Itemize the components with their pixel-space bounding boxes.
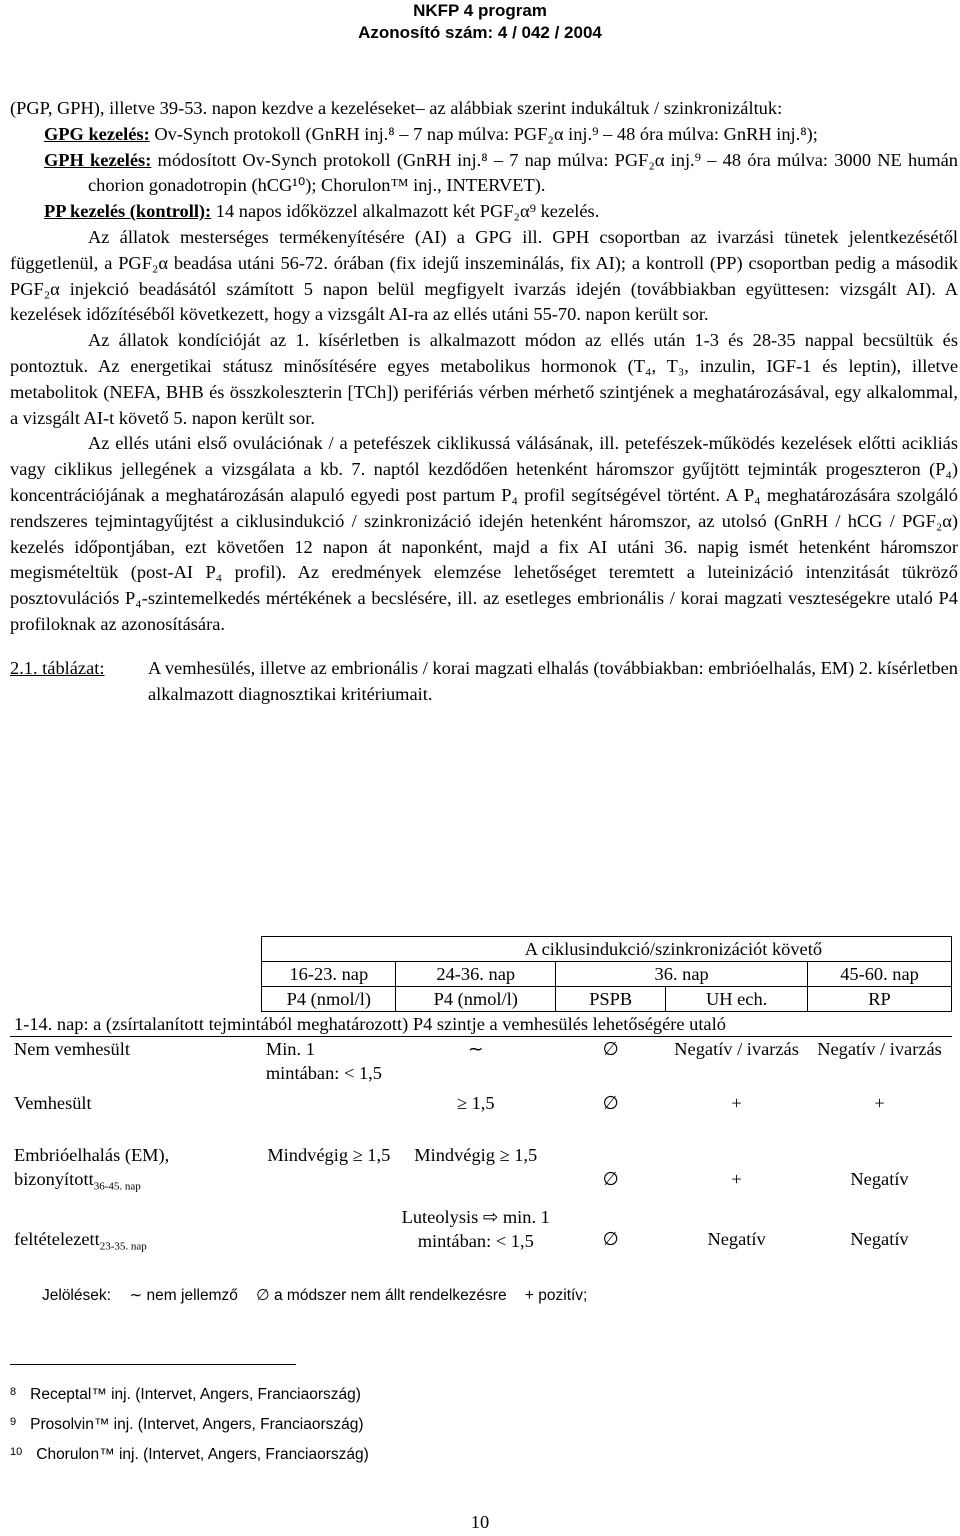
cell-pspb: ∅ (602, 1229, 619, 1249)
gph-label: GPH kezelés: (44, 149, 152, 170)
table-row (10, 1085, 952, 1143)
day-range-3: 36. nap (556, 962, 808, 987)
footnote-text: Receptal™ inj. (Intervet, Angers, Franciaország) (30, 1386, 361, 1403)
page-number: 10 (470, 1512, 490, 1532)
method-p4-b: P4 (nmol/l) (396, 987, 556, 1012)
footnote-number: 8 (10, 1386, 17, 1398)
cell-pspb: ∅ (602, 1169, 619, 1189)
cell-p4a: Min. 1 mintában: < 1,5 (265, 1039, 382, 1083)
paragraph-ovulation: Az ellés utáni első ovulációnak / a petefészek ciklikussá válásának, ill. petefészek-működés kezelések előtti acikliás vagy ciklikus jellegének a vizsgálata a kb. 7. naptól kezdődően hetenként háromszor gyűjtött tejminták progeszteron (P₄) koncentrációjának a meghatározásán alapuló egyedi post partum P₄ profil segítségével történt. A P₄ meghatározására szolgáló rendszeres tejmintagyűjtést a ciklusindukció / szinkronizáció idején hetenként háromszor, az utolsó (GnRH / hCG / PGF₂α) kezelés időpontjában, ezt követően 12 napon át naponként, majd a fix AI utáni 36. napig ismét hetenként háromszor megismételtük (post-AI P₄ profil). Az eredmények elemzése lehetőséget teremtett a luteinizáció intenzitását tükröző posztovulációs P₄-szintemelkedés mértékének a becslésére, ill. az esetleges embrionális / korai magzati veszteségekre utaló P4 profiloknak az azonosítására. (10, 433, 958, 634)
gpg-text: Ov-Synch protokoll (GnRH inj.⁸ – 7 nap múlva: PGF₂α inj.⁹ – 48 óra múlva: GnRH inj.⁸); (149, 123, 818, 144)
table-legend (42, 1286, 601, 1305)
legend-item: + pozitív; (524, 1287, 588, 1304)
method-pspb: PSPB (556, 987, 666, 1012)
row-label-em-proven (10, 1143, 262, 1205)
footnote-number: 10 (10, 1446, 23, 1458)
diagnostic-criteria-table (10, 936, 952, 1269)
footnote (10, 1446, 369, 1464)
cell-pspb: ∅ (602, 1093, 619, 1113)
group-header: A ciklusindukció/szinkronizációt követő (396, 937, 952, 962)
cell-p4b: ∼ (468, 1039, 484, 1059)
footnote (10, 1386, 361, 1404)
main-text (10, 96, 958, 707)
cell-uh: Negatív / ivarzás (674, 1039, 799, 1059)
row-label-nonpregnant: Nem vemhesült (14, 1039, 130, 1059)
gph-item (10, 148, 958, 200)
cell-uh: Negatív (707, 1229, 766, 1249)
legend-item: ∅ a módszer nem állt rendelkezésre (256, 1287, 507, 1304)
pp-text: 14 napos időközzel alkalmazott két PGF₂α⁹ kezelés. (211, 201, 600, 222)
legend-item: ∼ nem jellemző (129, 1287, 238, 1304)
table-caption-label: 2.1. táblázat: (10, 657, 105, 678)
cell-pspb: ∅ (602, 1039, 619, 1059)
footnote (10, 1416, 364, 1434)
intro-paragraph: (PGP, GPH), illetve 39-53. napon kezdve a kezeléseket– az alábbiak szerint indukáltuk / szinkronizáltuk: (10, 98, 783, 118)
table-caption (10, 656, 958, 708)
gpg-item (10, 122, 958, 148)
method-uh: UH ech. (666, 987, 808, 1012)
table-row (10, 1037, 952, 1086)
cell-rp: + (874, 1093, 885, 1113)
day-range-4: 45-60. nap (808, 962, 952, 987)
id-number: Azonosító szám: 4 / 042 / 2004 (358, 23, 602, 42)
table-row (10, 1143, 952, 1205)
footnote-text: Chorulon™ inj. (Intervet, Angers, Franciaország) (36, 1446, 369, 1463)
em-suspected-label: feltételezett (14, 1229, 100, 1249)
page-header (0, 0, 960, 44)
footnote-divider (10, 1364, 296, 1365)
cell-p4b: ≥ 1,5 (456, 1093, 495, 1113)
cell-rp: Negatív (850, 1229, 909, 1249)
em-proven-sub: 36-45. nap (93, 1180, 141, 1193)
row-label-em-suspected (10, 1205, 262, 1269)
pp-item (10, 199, 958, 225)
table-row (10, 1205, 952, 1269)
footnote-number: 9 (10, 1416, 17, 1428)
method-p4-a: P4 (nmol/l) (262, 987, 396, 1012)
day-range-2: 24-36. nap (396, 962, 556, 987)
paragraph-ai: Az állatok mesterséges termékenyítésére (AI) a GPG ill. GPH csoportban az ivarzási tünetek jelentkezésétől függetlenül, a PGF₂α beadása utáni 56-72. órában (fix idejű inszeminálás, fix AI); a kontroll (PP) csoportban pedig a második PGF₂α injekció beadásától számított 5 napon belül megfigyelt ivarzás idején (továbbiakban együttesen: vizsgált AI). A kezelések időzítéséből következett, hogy a vizsgált AI-ra az ellés utáni 55-70. napon került sor. (10, 226, 958, 325)
cell-uh: + (731, 1169, 742, 1189)
em-proven-label: Embrióelhalás (EM), bizonyított (14, 1145, 170, 1189)
cell-uh: + (731, 1093, 742, 1113)
pp-label: PP kezelés (kontroll): (44, 201, 212, 222)
em-suspected-sub: 23-35. nap (99, 1240, 147, 1253)
cell-p4b: Mindvégig ≥ 1,5 (414, 1145, 538, 1165)
row-label-pregnant: Vemhesült (14, 1093, 92, 1113)
cell-p4b: Luteolysis ⇨ min. 1 mintában: < 1,5 (401, 1207, 550, 1251)
table-caption-text: A vemhesülés, illetve az embrionális / korai magzati elhalás (továbbiakban: embrióelhalás, EM) 2. kísérletben alkalmazott diagnosztikai kritériumait. (148, 657, 958, 704)
cell-p4a: Mindvégig ≥ 1,5 (267, 1145, 391, 1165)
legend-label: Jelölések: (42, 1287, 111, 1304)
gpg-label: GPG kezelés: (44, 123, 150, 144)
cell-rp: Negatív / ivarzás (817, 1039, 942, 1059)
section-row: 1-14. nap: a (zsírtalanított tejmintából meghatározott) P4 szintje a vemhesülés lehetőségére utaló (10, 1012, 952, 1037)
gph-text: módosított Ov-Synch protokoll (GnRH inj.⁸ – 7 nap múlva: PGF₂α inj.⁹ – 48 óra múlva: 3000 NE humán chorion gonadotropin (hCG¹⁰); Chorulon™ inj., INTERVET). (88, 149, 958, 196)
footnote-text: Prosolvin™ inj. (Intervet, Angers, Franciaország) (30, 1416, 364, 1433)
day-range-1: 16-23. nap (262, 962, 396, 987)
method-rp: RP (808, 987, 952, 1012)
program-title: NKFP 4 program (413, 1, 547, 20)
cell-rp: Negatív (850, 1169, 909, 1189)
paragraph-condition: Az állatok kondícióját az 1. kísérletben is alkalmazott módon az ellés után 1-3 és 28-35 nappal becsültük és pontoztuk. Az energetikai státusz minősítésére egyes metabolikus hormonok (T₄, T₃, inzulin, IGF-1 és leptin), illetve metabolitok (NEFA, BHB és összkoleszterin [TCh]) perifériás vérben mérhető szintjének a meghatározásával, egy alkalommal, a vizsgált AI-t követő 5. napon került sor. (10, 330, 958, 428)
